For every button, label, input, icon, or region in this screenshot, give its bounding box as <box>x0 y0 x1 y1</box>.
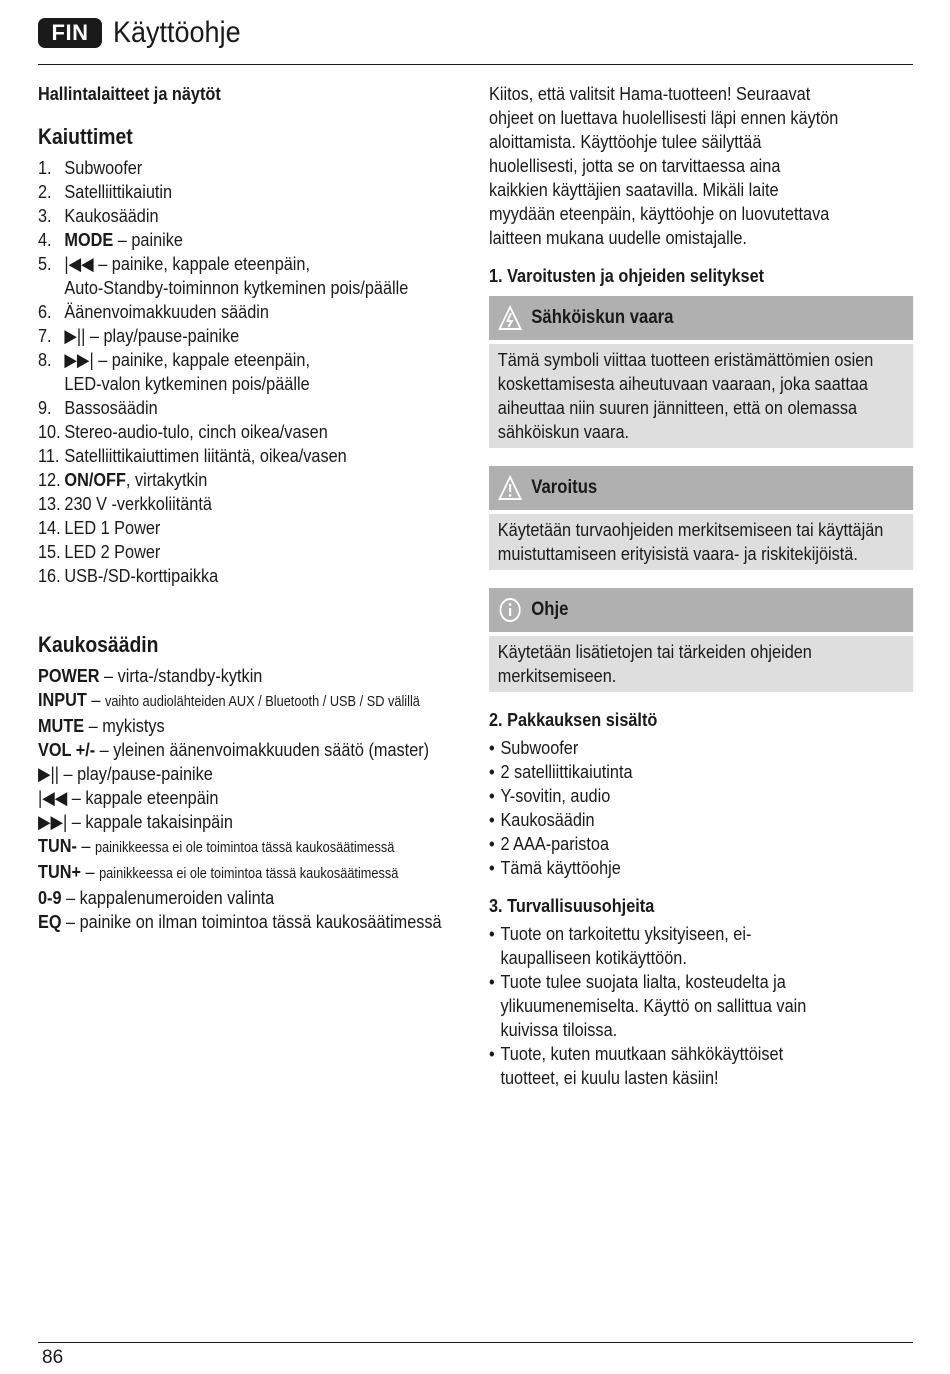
list-item <box>489 808 914 832</box>
item-number: 7. <box>38 325 52 346</box>
item-number: 13. <box>38 493 61 514</box>
document-title: Käyttöohje <box>113 16 241 49</box>
remote-desc-small: vaihto audiolähteiden AUX / Bluetooth / USB / SD välillä <box>104 694 420 710</box>
list-item <box>38 396 469 420</box>
list-item <box>489 784 914 808</box>
item-label: USB-/SD-korttipaikka <box>64 565 219 586</box>
list-item <box>38 516 469 540</box>
warning-box-header <box>489 466 913 510</box>
item-label: Kaukosäädin <box>64 205 159 226</box>
item-label: Bassosäädin <box>64 397 158 418</box>
list-item <box>38 468 469 492</box>
remote-key: MUTE <box>38 715 85 736</box>
list-item <box>489 832 914 856</box>
item-text <box>64 492 469 516</box>
remote-item <box>38 886 469 910</box>
speakers-list <box>38 156 469 588</box>
item-number: 12. <box>38 469 61 490</box>
page-number: 86 <box>42 1347 64 1368</box>
remote-desc: – <box>80 861 100 882</box>
item-text: Subwoofer <box>500 737 579 758</box>
bullet-icon: • <box>489 971 495 992</box>
remote-key: POWER <box>38 665 100 686</box>
remote-desc: – painike on ilman toimintoa tässä kaukosäätimessä <box>61 911 442 932</box>
header-divider <box>38 64 913 65</box>
remote-list <box>38 664 469 934</box>
list-item <box>38 564 469 588</box>
remote-item <box>38 762 469 786</box>
item-number: 15. <box>38 541 61 562</box>
remote-heading: Kaukosäädin <box>38 632 159 657</box>
shock-box-header <box>489 296 913 340</box>
bullet-icon: • <box>489 809 495 830</box>
note-box <box>489 588 913 692</box>
item-label: Subwoofer <box>64 157 143 178</box>
item-text <box>64 156 469 180</box>
item-number: 8. <box>38 349 52 370</box>
speakers-heading: Kaiuttimet <box>38 124 133 149</box>
item-text: 2 satelliittikaiutinta <box>500 761 633 782</box>
item-text: Tuote on tarkoitettu yksityiseen, ei-kaupalliseen kotikäyttöön. <box>500 923 752 968</box>
section-2-heading: 2. Pakkauksen sisältö <box>489 709 658 730</box>
list-item <box>38 300 469 324</box>
right-column <box>489 80 913 1090</box>
list-item <box>38 540 469 564</box>
item-label: Stereo-audio-tulo, cinch oikea/vasen <box>64 421 328 442</box>
bullet-icon: • <box>489 785 495 806</box>
section-1-heading: 1. Varoitusten ja ohjeiden selitykset <box>489 265 765 286</box>
item-text <box>64 540 469 564</box>
item-label-line2: LED-valon kytkeminen pois/päälle <box>64 373 310 394</box>
safety-list <box>489 922 841 1090</box>
list-item <box>489 1042 841 1090</box>
item-text: Tuote, kuten muutkaan sähkökäyttöiset tuotteet, ei kuulu lasten käsiin! <box>500 1043 784 1088</box>
item-number: 2. <box>38 181 52 202</box>
item-number: 11. <box>38 445 60 466</box>
warning-box-body: Käytetään turvaohjeiden merkitsemiseen tai käyttäjän muistuttamiseen erityisistä vaara- ja riskitekijöistä. <box>489 514 913 570</box>
footer-divider <box>38 1342 913 1343</box>
item-text <box>64 252 469 300</box>
shock-box-title: Sähköiskun vaara <box>531 307 674 328</box>
remote-desc: – yleinen äänenvoimakkuuden säätö (master) <box>95 739 430 760</box>
bullet-icon: • <box>489 833 495 854</box>
list-item <box>489 970 841 1042</box>
item-label: Satelliittikaiutin <box>64 181 173 202</box>
remote-desc-small: painikkeessa ei ole toimintoa tässä kaukosäätimessä <box>99 866 399 882</box>
remote-item <box>38 738 469 762</box>
item-label-line2: Auto-Standby-toiminnon kytkeminen pois/päälle <box>64 277 409 298</box>
item-label: 230 V -verkkoliitäntä <box>64 493 212 514</box>
list-item <box>38 252 469 300</box>
remote-item <box>38 786 469 810</box>
controls-heading: Hallintalaitteet ja näytöt <box>38 83 221 104</box>
remote-key: TUN+ <box>38 861 81 882</box>
item-text <box>64 348 469 396</box>
item-number: 1. <box>38 157 52 178</box>
item-label: , virtakytkin <box>125 469 208 490</box>
item-number: 16. <box>38 565 61 586</box>
list-item <box>489 856 914 880</box>
list-item <box>38 156 469 180</box>
list-item <box>38 180 469 204</box>
remote-desc: – kappalenumeroiden valinta <box>61 887 275 908</box>
item-text <box>64 228 469 252</box>
item-text <box>64 204 469 228</box>
section-3-heading: 3. Turvallisuusohjeita <box>489 895 655 916</box>
info-icon <box>498 596 523 624</box>
electric-shock-warning-icon <box>498 304 523 332</box>
bullet-icon: • <box>489 857 495 878</box>
remote-item <box>38 860 469 886</box>
remote-desc: – <box>76 835 95 856</box>
item-number: 14. <box>38 517 61 538</box>
item-bold-label: MODE <box>64 229 114 250</box>
list-item <box>489 922 841 970</box>
shock-warning-box <box>489 296 913 448</box>
item-text <box>64 444 469 468</box>
item-label: – painike <box>113 229 183 250</box>
list-item <box>38 444 469 468</box>
note-box-body: Käytetään lisätietojen tai tärkeiden ohjeiden merkitsemiseen. <box>489 636 913 692</box>
list-item <box>38 492 469 516</box>
list-item <box>38 228 469 252</box>
language-badge: FIN <box>38 18 102 48</box>
remote-desc: – <box>86 689 105 710</box>
remote-key: VOL +/- <box>38 739 96 760</box>
item-text: Tuote tulee suojata lialta, kosteudelta ja ylikuumenemiselta. Käyttö on sallittua vain kuivissa tiloissa. <box>500 971 807 1040</box>
list-item <box>38 204 469 228</box>
item-text <box>64 180 469 204</box>
list-item <box>38 420 469 444</box>
item-text <box>64 564 469 588</box>
remote-desc: |◀◀ – kappale eteenpäin <box>38 787 219 808</box>
remote-desc: – virta-/standby-kytkin <box>99 665 263 686</box>
bullet-icon: • <box>489 737 495 758</box>
item-text <box>64 324 469 348</box>
remote-key: EQ <box>38 911 62 932</box>
note-box-header <box>489 588 913 632</box>
note-box-title: Ohje <box>531 599 569 620</box>
remote-desc: ▶▶| – kappale takaisinpäin <box>38 811 233 832</box>
item-label: ▶▶| – painike, kappale eteenpäin, <box>64 349 311 370</box>
item-label: LED 2 Power <box>64 541 161 562</box>
item-label: LED 1 Power <box>64 517 161 538</box>
intro-text: Kiitos, että valitsit Hama-tuotteen! Seuraavat ohjeet on luettava huolellisesti läpi ennen käytön aloittamista. Käyttöohje tulee säilyttää huolellisesti, jotta se on tarvittaessa aina kaikkien käyttäjien saatavilla. Mikäli laite myydään eteenpäin, käyttöohje on luovutettava laitteen mukana uudelle omistajalle. <box>489 83 839 248</box>
remote-item <box>38 834 469 860</box>
item-text: 2 AAA-paristoa <box>500 833 610 854</box>
remote-desc-small: painikkeessa ei ole toimintoa tässä kaukosäätimessä <box>94 840 395 856</box>
item-label: Satelliittikaiuttimen liitäntä, oikea/vasen <box>64 445 347 466</box>
warning-box-title: Varoitus <box>531 477 598 498</box>
shock-box-body: Tämä symboli viittaa tuotteen eristämättömien osien koskettamisesta aiheutuvaan vaaraan, joka saattaa aiheuttaa niin suuren jännitteen, että on olemassa sähköiskun vaara. <box>489 344 913 448</box>
item-text <box>64 420 469 444</box>
item-number: 3. <box>38 205 52 226</box>
page-header <box>38 14 913 64</box>
left-column <box>38 80 468 934</box>
remote-item <box>38 714 469 738</box>
item-text <box>64 396 469 420</box>
remote-item <box>38 810 469 834</box>
item-number: 6. <box>38 301 52 322</box>
remote-key: INPUT <box>38 689 87 710</box>
item-text: Kaukosäädin <box>500 809 595 830</box>
item-number: 10. <box>38 421 61 442</box>
item-text <box>64 516 469 540</box>
item-text: Tämä käyttöohje <box>500 857 621 878</box>
list-item <box>38 348 469 396</box>
item-text <box>64 300 469 324</box>
bullet-icon: • <box>489 1043 495 1064</box>
item-text: Y-sovitin, audio <box>500 785 611 806</box>
list-item <box>489 736 914 760</box>
warning-triangle-icon <box>498 474 523 502</box>
item-label: |◀◀ – painike, kappale eteenpäin, <box>64 253 311 274</box>
bullet-icon: • <box>489 923 495 944</box>
list-item <box>38 324 469 348</box>
remote-desc: ▶|| – play/pause-painike <box>38 763 213 784</box>
remote-key: TUN- <box>38 835 77 856</box>
item-number: 9. <box>38 397 52 418</box>
item-number: 4. <box>38 229 52 250</box>
remote-item <box>38 664 469 688</box>
remote-item <box>38 910 469 934</box>
list-item <box>489 760 914 784</box>
warning-box <box>489 466 913 570</box>
remote-desc: – mykistys <box>84 715 165 736</box>
item-bold-label: ON/OFF <box>64 469 126 490</box>
item-number: 5. <box>38 253 52 274</box>
remote-item <box>38 688 469 714</box>
bullet-icon: • <box>489 761 495 782</box>
package-contents-list <box>489 736 914 880</box>
remote-key: 0-9 <box>38 887 62 908</box>
item-label: ▶|| – play/pause-painike <box>64 325 240 346</box>
item-text <box>64 468 469 492</box>
item-label: Äänenvoimakkuuden säädin <box>64 301 269 322</box>
